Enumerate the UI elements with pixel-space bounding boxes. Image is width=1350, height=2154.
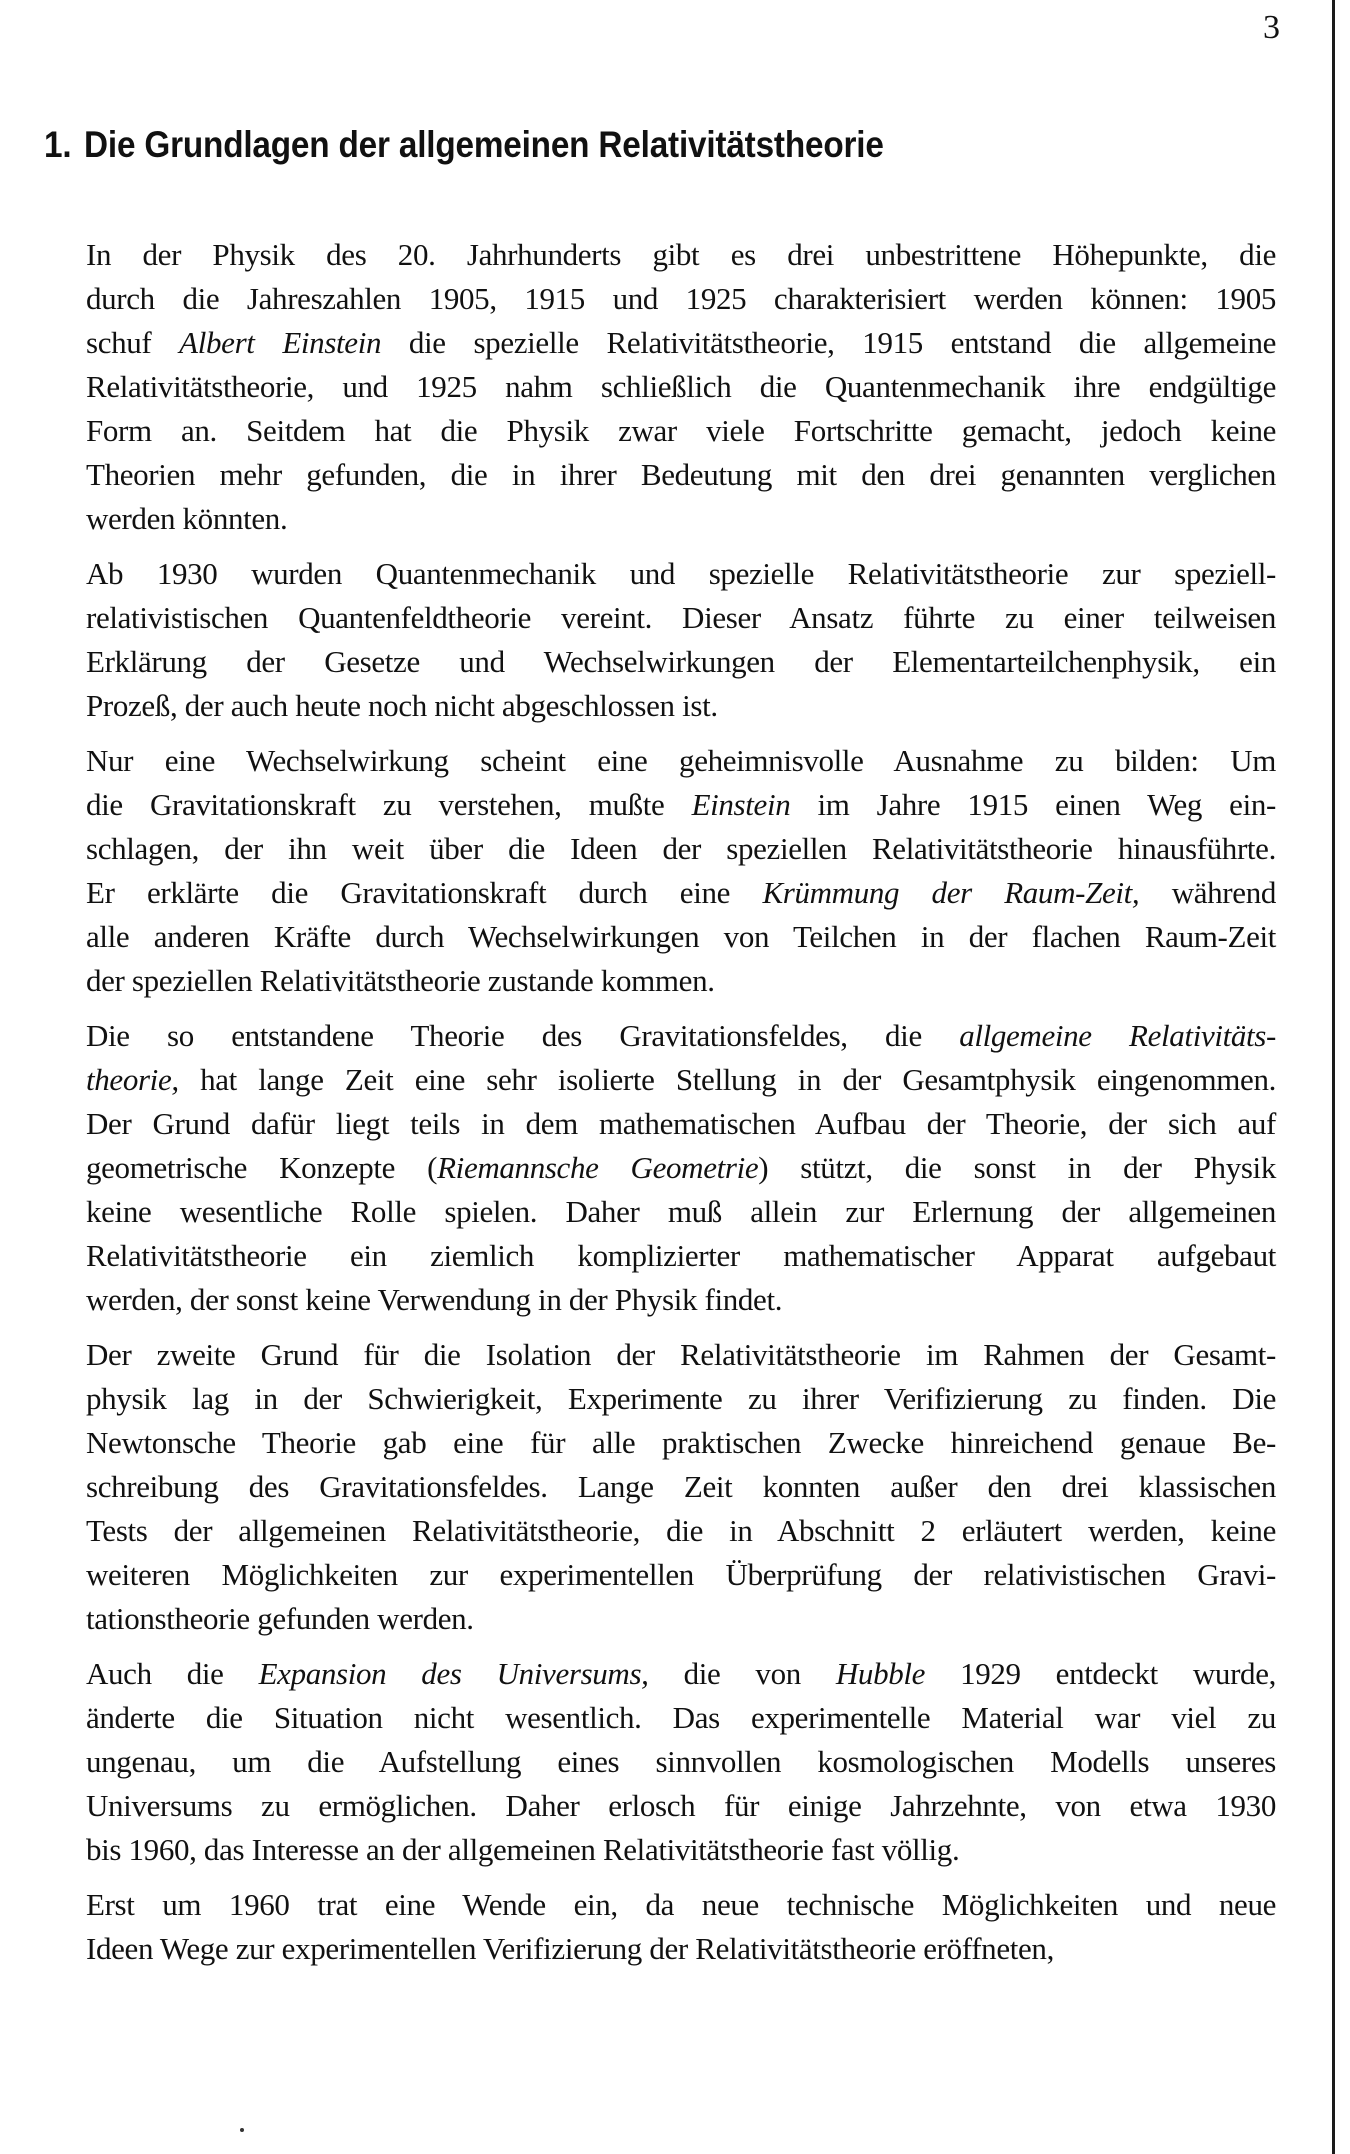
italic-term: allgemeine Relativitäts- <box>959 1018 1276 1053</box>
text-line <box>46 1696 1276 1740</box>
text-segment: Ideen Wege zur experimentellen Verifizierung der Relativitätstheorie eröffneten, <box>86 1931 1054 1966</box>
text-segment: die Gravitationskraft zu verstehen, mußte <box>86 787 692 822</box>
italic-term: Hubble <box>835 1656 926 1691</box>
text-line <box>46 1927 1276 1971</box>
text-segment: In der Physik des 20. Jahrhunderts gibt es drei unbestrittene Höhepunkte, die <box>86 237 1276 272</box>
text-line <box>46 959 1276 1003</box>
text-segment: 1929 entdeckt wurde, <box>925 1656 1276 1691</box>
text-line <box>46 552 1276 596</box>
text-line <box>46 1597 1276 1641</box>
text-segment: Theorien mehr gefunden, die in ihrer Bedeutung mit den drei genannten verglichen <box>86 457 1276 492</box>
text-segment: Relativitätstheorie, und 1925 nahm schließlich die Quantenmechanik ihre endgültige <box>86 369 1276 404</box>
text-segment: änderte die Situation nicht wesentlich. Das experimentelle Material war viel zu <box>86 1700 1276 1735</box>
text-line <box>46 277 1276 321</box>
text-line <box>46 1740 1276 1784</box>
text-segment: tationstheorie gefunden werden. <box>86 1601 474 1636</box>
text-line <box>46 915 1276 959</box>
text-segment: während <box>1139 875 1276 910</box>
text-line <box>46 321 1276 365</box>
text-segment: werden könnten. <box>86 501 288 536</box>
text-line <box>46 1421 1276 1465</box>
text-line <box>46 453 1276 497</box>
paragraph <box>46 1652 1276 1872</box>
text-line <box>46 1333 1276 1377</box>
italic-term: Riemannsche Geometrie <box>437 1150 759 1185</box>
text-line <box>46 1883 1276 1927</box>
text-segment: Der Grund dafür liegt teils in dem mathematischen Aufbau der Theorie, der sich auf <box>86 1106 1276 1141</box>
text-segment: werden, der sonst keine Verwendung in der Physik findet. <box>86 1282 783 1317</box>
text-segment: bis 1960, das Interesse an der allgemeinen Relativitätstheorie fast völlig. <box>86 1832 960 1867</box>
text-segment: schreibung des Gravitationsfeldes. Lange Zeit konnten außer den drei klassischen <box>86 1469 1276 1504</box>
text-line <box>46 871 1276 915</box>
text-segment: Universums zu ermöglichen. Daher erlosch für einige Jahrzehnte, von etwa 1930 <box>86 1788 1276 1823</box>
text-line <box>46 1553 1276 1597</box>
paragraph <box>46 1014 1276 1322</box>
paragraph <box>46 1333 1276 1641</box>
text-segment: Form an. Seitdem hat die Physik zwar viele Fortschritte gemacht, jedoch keine <box>86 413 1276 448</box>
text-segment: schuf <box>86 325 180 360</box>
page-number: 3 <box>1263 9 1280 46</box>
body-text <box>46 233 1276 1982</box>
text-line <box>46 783 1276 827</box>
text-segment: Relativitätstheorie ein ziemlich komplizierter mathematischer Apparat aufgebaut <box>86 1238 1276 1273</box>
text-segment: Auch die <box>86 1656 259 1691</box>
text-segment: weiteren Möglichkeiten zur experimentellen Überprüfung der relativistischen Gravi- <box>86 1557 1276 1592</box>
text-segment: im Jahre 1915 einen Weg ein- <box>790 787 1276 822</box>
chapter-number: 1. <box>44 124 72 165</box>
italic-term: Krümmung der Raum-Zeit, <box>762 875 1140 910</box>
scan-speck <box>240 2128 244 2132</box>
text-segment: relativistischen Quantenfeldtheorie vereint. Dieser Ansatz führte zu einer teilweisen <box>86 600 1276 635</box>
text-segment: Tests der allgemeinen Relativitätstheorie, die in Abschnitt 2 erläutert werden, keine <box>86 1513 1276 1548</box>
paragraph <box>46 739 1276 1003</box>
text-segment: Er erklärte die Gravitationskraft durch eine <box>86 875 763 910</box>
text-line <box>46 1190 1276 1234</box>
text-line <box>46 1146 1276 1190</box>
paragraph <box>46 1883 1276 1971</box>
text-line <box>46 497 1276 541</box>
paragraph <box>46 552 1276 728</box>
text-segment: durch die Jahreszahlen 1905, 1915 und 1925 charakterisiert werden können: 1905 <box>86 281 1276 316</box>
text-segment: Der zweite Grund für die Isolation der Relativitätstheorie im Rahmen der Gesamt- <box>86 1337 1276 1372</box>
text-segment: geometrische Konzepte ( <box>86 1150 438 1185</box>
text-line <box>46 684 1276 728</box>
text-segment: alle anderen Kräfte durch Wechselwirkungen von Teilchen in der flachen Raum-Zeit <box>86 919 1276 954</box>
italic-term: Expansion des Universums, <box>258 1656 649 1691</box>
text-segment: Erklärung der Gesetze und Wechselwirkungen der Elementarteilchenphysik, ein <box>86 644 1276 679</box>
text-segment: die von <box>648 1656 836 1691</box>
italic-term: theorie, <box>86 1062 179 1097</box>
text-line <box>46 1014 1276 1058</box>
text-line <box>46 1278 1276 1322</box>
paragraph <box>46 233 1276 541</box>
text-line <box>46 1509 1276 1553</box>
italic-term: Einstein <box>691 787 791 822</box>
text-line <box>46 1465 1276 1509</box>
text-line <box>46 1652 1276 1696</box>
text-segment: Newtonsche Theorie gab eine für alle praktischen Zwecke hinreichend genaue Be- <box>86 1425 1276 1460</box>
text-segment: hat lange Zeit eine sehr isolierte Stellung in der Gesamtphysik eingenommen. <box>178 1062 1276 1097</box>
page-edge-rule <box>1332 0 1335 2154</box>
chapter-heading <box>44 122 1142 168</box>
text-line <box>46 827 1276 871</box>
text-line <box>46 1377 1276 1421</box>
text-segment: keine wesentliche Rolle spielen. Daher muß allein zur Erlernung der allgemeinen <box>86 1194 1276 1229</box>
text-segment: der speziellen Relativitätstheorie zustande kommen. <box>86 963 715 998</box>
italic-term: Albert Einstein <box>179 325 382 360</box>
text-segment: schlagen, der ihn weit über die Ideen der speziellen Relativitätstheorie hinausführte. <box>86 831 1276 866</box>
chapter-title: Die Grundlagen der allgemeinen Relativitätstheorie <box>84 124 884 165</box>
text-line <box>46 1234 1276 1278</box>
text-segment: ungenau, um die Aufstellung eines sinnvollen kosmologischen Modells unseres <box>86 1744 1276 1779</box>
text-segment: die spezielle Relativitätstheorie, 1915 entstand die allgemeine <box>381 325 1277 360</box>
text-segment: Nur eine Wechselwirkung scheint eine geheimnisvolle Ausnahme zu bilden: Um <box>86 743 1276 778</box>
text-line <box>46 365 1276 409</box>
text-segment: Ab 1930 wurden Quantenmechanik und spezielle Relativitätstheorie zur speziell- <box>86 556 1276 591</box>
text-line <box>46 640 1276 684</box>
text-segment: ) stützt, die sonst in der Physik <box>758 1150 1276 1185</box>
text-segment: Die so entstandene Theorie des Gravitationsfeldes, die <box>86 1018 960 1053</box>
text-line <box>46 409 1276 453</box>
text-line <box>46 1784 1276 1828</box>
text-segment: physik lag in der Schwierigkeit, Experimente zu ihrer Verifizierung zu finden. Die <box>86 1381 1276 1416</box>
text-line <box>46 233 1276 277</box>
text-line <box>46 1828 1276 1872</box>
text-line <box>46 739 1276 783</box>
text-line <box>46 596 1276 640</box>
text-segment: Erst um 1960 trat eine Wende ein, da neue technische Möglichkeiten und neue <box>86 1887 1276 1922</box>
text-line <box>46 1102 1276 1146</box>
text-segment: Prozeß, der auch heute noch nicht abgeschlossen ist. <box>86 688 718 723</box>
text-line <box>46 1058 1276 1102</box>
